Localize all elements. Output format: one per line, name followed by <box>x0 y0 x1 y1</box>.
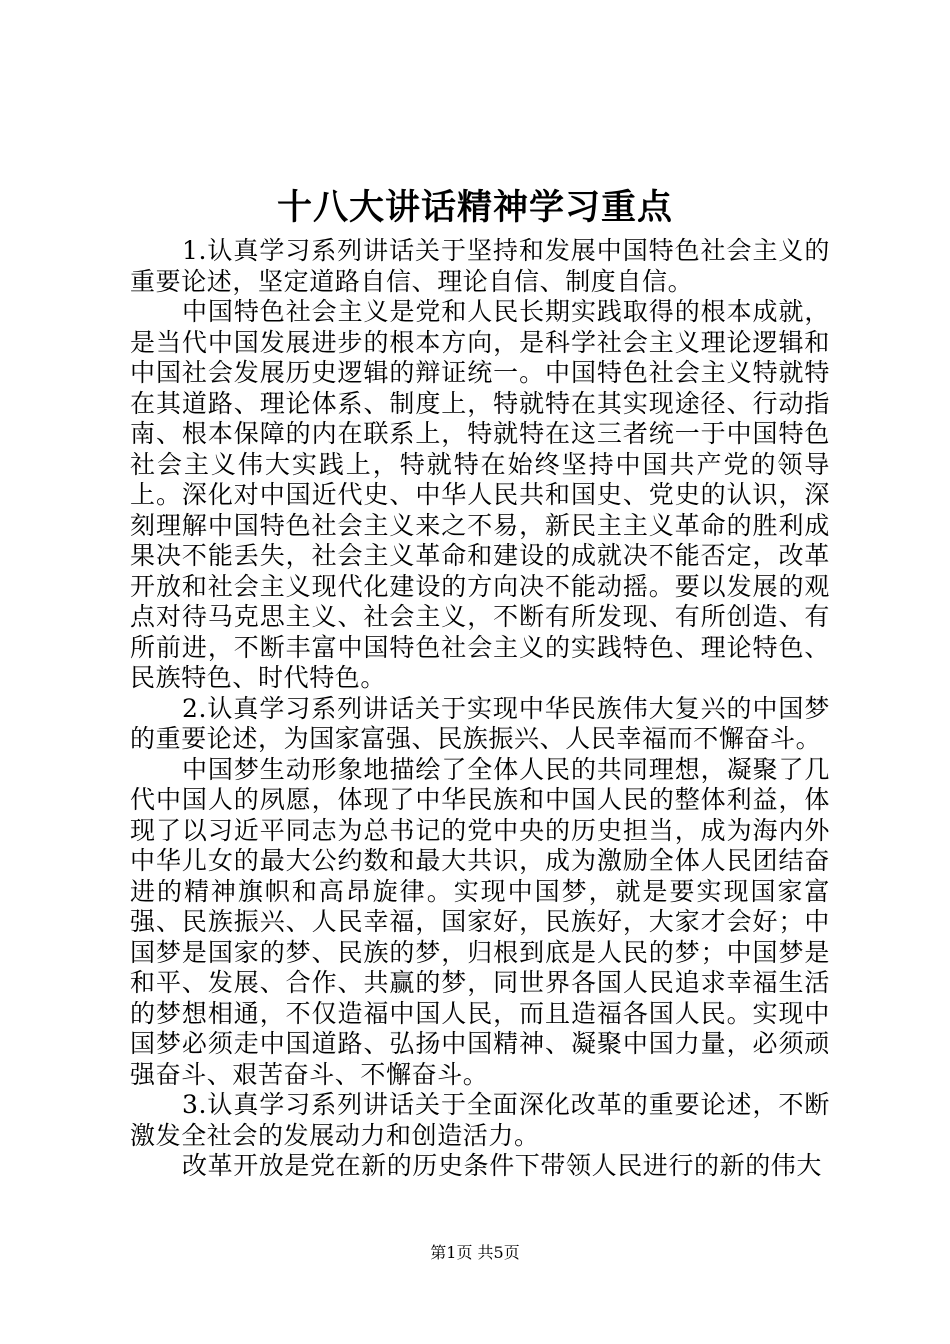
paragraph-2: 中国特色社会主义是党和人民长期实践取得的根本成就，是当代中国发展进步的根本方向，是科学社会主义理论逻辑和中国社会发展历史逻辑的辩证统一。中国特色社会主义特就特在其道路、理论体系、制度上，特就特在其实现途径、行动指南、根本保障的内在联系上，特就特在这三者统一于中国特色社会主义伟大实践上，特就特在始终坚持中国共产党的领导上。深化对中国近代史、中华人民共和国史、党史的认识，深刻理解中国特色社会主义来之不易，新民主主义革命的胜利成果决不能丢失，社会主义革命和建设的成就决不能否定，改革开放和社会主义现代化建设的方向决不能动摇。要以发展的观点对待马克思主义、社会主义，不断有所发现、有所创造、有所前进，不断丰富中国特色社会主义的实践特色、理论特色、民族特色、时代特色。 <box>130 297 830 692</box>
paragraph-1: 1.认真学习系列讲话关于坚持和发展中国特色社会主义的重要论述，坚定道路自信、理论自信、制度自信。 <box>130 236 830 296</box>
paragraph-6: 改革开放是党在新的历史条件下带领人民进行的新的伟大 <box>182 1151 823 1180</box>
page-footer: 第1页 共5页 <box>430 1243 520 1262</box>
document-body <box>130 236 830 1182</box>
paragraph-4: 中国梦生动形象地描绘了全体人民的共同理想，凝聚了几代中国人的夙愿，体现了中华民族和中国人民的整体利益，体现了以习近平同志为总书记的党中央的历史担当，成为海内外中华儿女的最大公约数和最大共识，成为激励全体人民团结奋进的精神旗帜和高昂旋律。实现中国梦，就是要实现国家富强、民族振兴、人民幸福，国家好，民族好，大家才会好；中国梦是国家的梦、民族的梦，归根到底是人民的梦；中国梦是和平、发展、合作、共赢的梦，同世界各国人民追求幸福生活的梦想相通，不仅造福中国人民，而且造福各国人民。实现中国梦必须走中国道路、弘扬中国精神、凝聚中国力量，必须顽强奋斗、艰苦奋斗、不懈奋斗。 <box>130 754 830 1089</box>
paragraph-5: 3.认真学习系列讲话关于全面深化改革的重要论述，不断激发全社会的发展动力和创造活力。 <box>130 1090 830 1150</box>
paragraph-3: 2.认真学习系列讲话关于实现中华民族伟大复兴的中国梦的重要论述，为国家富强、民族振兴、人民幸福而不懈奋斗。 <box>130 693 830 753</box>
document-title: 十八大讲话精神学习重点 <box>276 187 673 228</box>
